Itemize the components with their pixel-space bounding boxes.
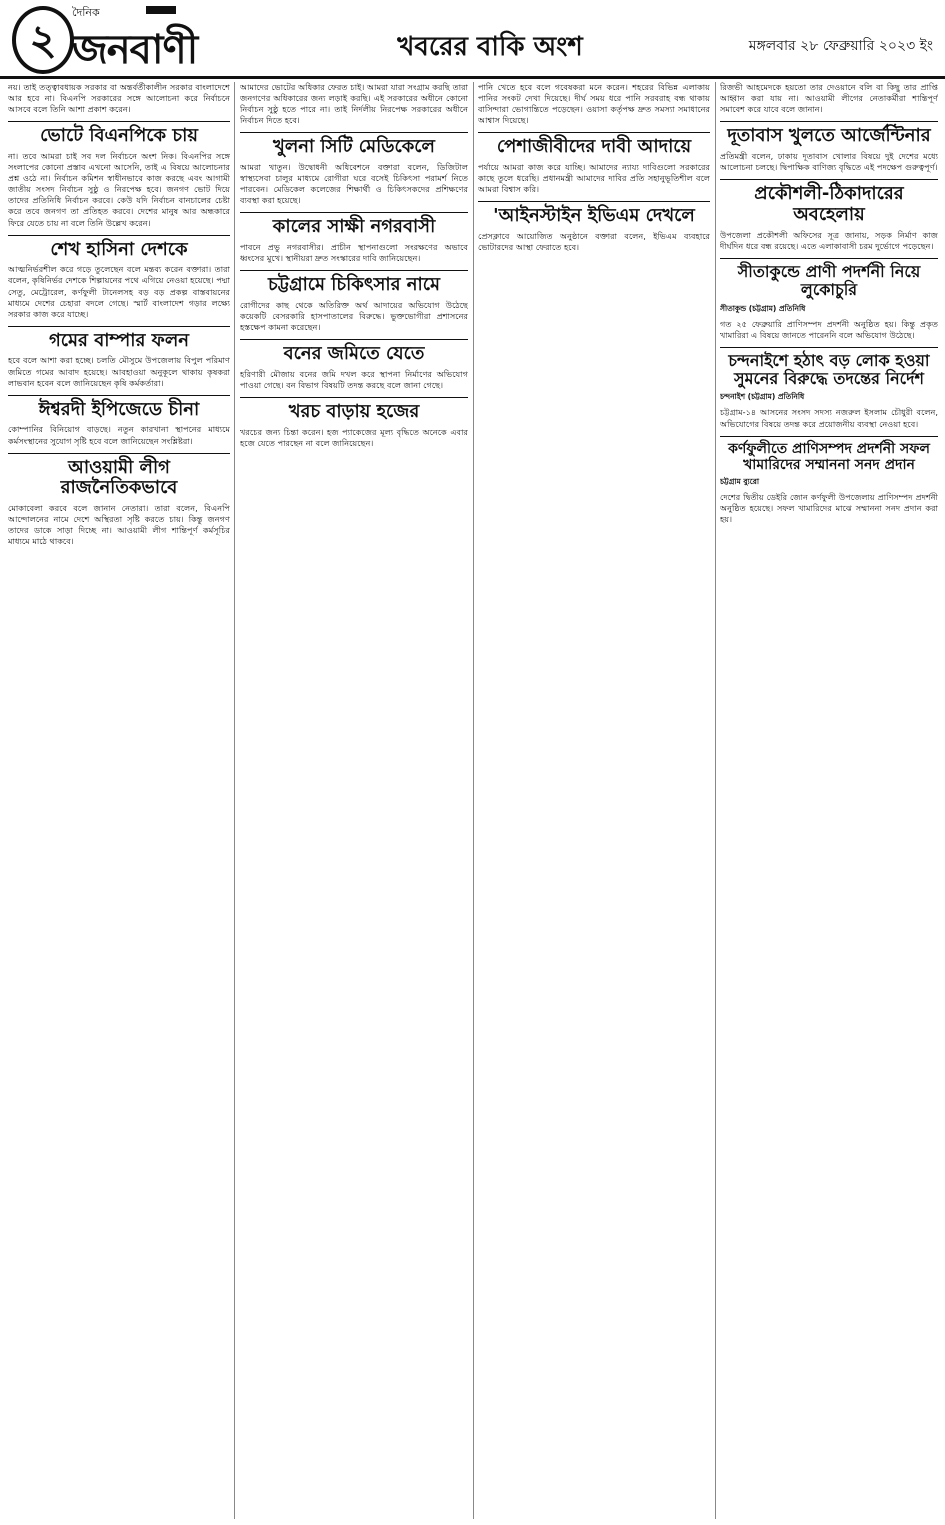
newspaper-logo bbox=[72, 2, 242, 74]
dateline: মঙ্গলবার ২৮ ফেব্রুয়ারি ২০২৩ ইং bbox=[748, 38, 933, 54]
article-text: প্রেসক্লাবে আয়োজিত অনুষ্ঠানে বক্তারা বলেন, ইভিএম ব্যবহারে ভোটারদের আস্থা ফেরাতে হবে। bbox=[478, 231, 710, 253]
byline: চন্দনাইশ (চট্টগ্রাম) প্রতিনিধি bbox=[720, 392, 805, 402]
headline: বনের জমিতে যেতে bbox=[240, 339, 468, 365]
article-text: পাবনে প্রভু নগরবাসীর। প্রাচীন স্থাপনাগুলো সংরক্ষণের অভাবে ধ্বংসের মুখে। স্থানীয়রা দ্রুত সংস্কারের দাবি জানিয়েছেন। bbox=[240, 242, 468, 264]
column-4 bbox=[720, 82, 938, 1519]
headline: সীতাকুন্ডে প্রাণী পদর্শনী নিয়ে লুকোচুরি bbox=[720, 258, 938, 300]
article-text: পর্যায়ে আমরা কাজ করে যাচ্ছি। আমাদের ন্যায্য দাবিগুলো সরকারের কাছে তুলে ধরেছি। প্রধানমন্ত্রী আমাদের দাবির প্রতি সহানুভূতিশীল বলে আমরা বিশ্বাস করি। bbox=[478, 162, 710, 195]
headline: আওয়ামী লীগ রাজনৈতিকভাবে bbox=[8, 453, 230, 499]
logo-prefix: দৈনিক bbox=[72, 6, 100, 19]
headline: চট্টগ্রামে চিকিৎসার নামে bbox=[240, 270, 468, 296]
article-text: পানি খেতে হবে বলে গবেষকরা মনে করেন। শহরের বিভিন্ন এলাকায় পানির সংকট দেখা দিয়েছে। দীর্ঘ সময় ধরে পানি সরবরাহ বন্ধ থাকায় বাসিন্দারা ভোগান্তিতে পড়েছেন। ওয়াসা কর্তৃপক্ষ দ্রুত সমস্যা সমাধানের আশ্বাস দিয়েছে। bbox=[478, 82, 710, 126]
article-text: গত ২৫ ফেব্রুয়ারি প্রাণিসম্পদ প্রদর্শনী অনুষ্ঠিত হয়। কিন্তু প্রকৃত খামারিরা এ বিষয়ে জানতে পারেননি বলে অভিযোগ উঠেছে। bbox=[720, 318, 938, 340]
headline: শেখ হাসিনা দেশকে bbox=[8, 235, 230, 261]
page-number: ২ bbox=[12, 6, 74, 74]
section-title: খবরের বাকি অংশ bbox=[397, 32, 583, 62]
headline: পেশাজীবীদের দাবী আদায়ে bbox=[478, 132, 710, 158]
article-text: আত্মনির্ভরশীল করে গড়ে তুলেছেন বলে মন্তব্য করেন বক্তারা। তারা বলেন, কৃষিনির্ভর দেশকে শিল্পায়নের পথে এগিয়ে নেওয়া হয়েছে। পদ্মা সেতু, মেট্রোরেল, কর্ণফুলী টানেলসহ বড় বড় প্রকল্প বাস্তবায়নের মাধ্যমে দেশের চেহারা বদলে গেছে। স্মার্ট বাংলাদেশ গড়ার লক্ষ্যে সরকার কাজ করে যাচ্ছে। bbox=[8, 264, 230, 319]
column-separator bbox=[234, 82, 235, 1519]
article-text: মোকাবেলা করবে বলে জানান নেতারা। তারা বলেন, বিএনপি আন্দোলনের নামে দেশে অস্থিরতা সৃষ্টি করতে চায়। কিন্তু জনগণ তাদের ডাকে সাড়া দিচ্ছে না। আওয়ামী লীগ শান্তিপূর্ণ কর্মসূচির মাধ্যমে মাঠে থাকবে। bbox=[8, 503, 230, 547]
column-1 bbox=[8, 82, 230, 1519]
headline: চন্দনাইশে হঠাৎ বড় লোক হওয়া সুমনের বিরুদ্ধে তদন্তের নির্দেশ bbox=[720, 347, 938, 389]
headline: দূতাবাস খুলতে আর্জেন্টিনার bbox=[720, 121, 938, 147]
headline: ঈশ্বরদী ইপিজেডে চীনা bbox=[8, 395, 230, 421]
article-text: প্রতিমন্ত্রী বলেন, ঢাকায় দূতাবাস খোলার বিষয়ে দুই দেশের মধ্যে আলোচনা চলছে। দ্বিপাক্ষিক বাণিজ্য বৃদ্ধিতে এই পদক্ষেপ গুরুত্বপূর্ণ। bbox=[720, 150, 938, 173]
masthead bbox=[0, 0, 945, 78]
article-text: উপজেলা প্রকৌশলী অফিসের সূত্র জানায়, সড়ক নির্মাণ কাজ দীর্ঘদিন ধরে বন্ধ রয়েছে। এতে এলাকাবাসী চরম দুর্ভোগে পড়েছেন। bbox=[720, 229, 938, 251]
byline: চট্টগ্রাম ব্যুরো bbox=[720, 476, 760, 486]
headline: 'আইনস্টাইন ইভিএম দেখলে bbox=[478, 201, 710, 227]
headline: গমের বাম্পার ফলন bbox=[8, 326, 230, 352]
headline: কর্ণফুলীতে প্রাণিসম্পদ প্রদর্শনী সফল খামারিদের সম্মাননা সনদ প্রদান bbox=[720, 436, 938, 473]
article-text: নয়। তাই তত্ত্বাবধায়ক সরকার বা অন্তর্বর্তীকালীন সরকার বাংলাদেশে আর হবে না। বিএনপি সরকারের সঙ্গে আলোচনা করে নির্বাচনে আসবে বলে তিনি আশা প্রকাশ করেন। bbox=[8, 82, 230, 115]
headline: খরচ বাড়ায় হজের bbox=[240, 397, 468, 423]
article-text: কোম্পানির বিনিয়োগ বাড়ছে। নতুন কারখানা স্থাপনের মাধ্যমে কর্মসংস্থানের সুযোগ সৃষ্টি হবে বলে জানিয়েছেন সংশ্লিষ্টরা। bbox=[8, 424, 230, 446]
article-text: না। তবে আমরা চাই সব দল নির্বাচনে অংশ নিক। বিএনপির সঙ্গে সংলাপের কোনো প্রস্তাব এখনো আসেনি, তাই এ বিষয়ে আলোচনার প্রশ্ন ওঠে না। নির্বাচন কমিশন স্বাধীনভাবে কাজ করছে এবং আগামী জাতীয় সংসদ নির্বাচন সুষ্ঠু ও নিরপেক্ষ হবে। জনগণ ভোট দিয়ে তাদের প্রতিনিধি নির্বাচন করবে। কেউ যদি নির্বাচন বানচালের চেষ্টা করে তবে জনগণ তা প্রতিহত করবে। দেশের মানুষ আর অন্ধকারে ফিরে যেতে চায় না বলে তিনি উল্লেখ করেন। bbox=[8, 150, 230, 228]
column-3 bbox=[478, 82, 710, 1519]
logo-name: জনবাণী bbox=[72, 27, 198, 73]
headline: কালের সাক্ষী নগরবাসী bbox=[240, 212, 468, 238]
article-text: হরিণারী মৌজায় বনের জমি দখল করে স্থাপনা নির্মাণের অভিযোগ পাওয়া গেছে। বন বিভাগ বিষয়টি তদন্ত করছে বলে জানা গেছে। bbox=[240, 368, 468, 391]
column-separator bbox=[473, 82, 474, 1519]
masthead-rule bbox=[0, 76, 945, 79]
headline: ভোটে বিএনপিকে চায় bbox=[8, 121, 230, 147]
article-text: হবে বলে আশা করা হচ্ছে। চলতি মৌসুমে উপজেলায় বিপুল পরিমাণ জমিতে গমের আবাদ হয়েছে। আবহাওয়া অনুকূলে থাকায় কৃষকরা লাভবান হবেন বলে জানিয়েছেন কৃষি কর্মকর্তারা। bbox=[8, 355, 230, 388]
headline: প্রকৌশলী-ঠিকাদারের অবহেলায় bbox=[720, 179, 938, 225]
article-text: রিজভী আহমেদকে হয়তো তার দেওয়ানে বলি বা কিছু তার প্রাপ্তি আহ্বান করা যায় না। আওয়ামী লীগের নেতাকর্মীরা শান্তিপূর্ণ সমাবেশ করে যাবে বলে জানান। bbox=[720, 82, 938, 115]
column-separator bbox=[715, 82, 716, 1519]
article-text: আমাদের ভোটের অধিকার ফেরত চাই। আমরা যারা সংগ্রাম করছি তারা জনগণের অধিকারের জন্য লড়াই করছি। এই সরকারের অধীনে কোনো নির্বাচন সুষ্ঠু হতে পারে না। তাই নির্দলীয় নিরপেক্ষ সরকারের অধীনে নির্বাচন দিতে হবে। bbox=[240, 82, 468, 126]
article-text: রোগীদের কাছ থেকে অতিরিক্ত অর্থ আদায়ের অভিযোগ উঠেছে কয়েকটি বেসরকারি হাসপাতালের বিরুদ্ধে। ভুক্তভোগীরা প্রশাসনের হস্তক্ষেপ কামনা করেছেন। bbox=[240, 300, 468, 333]
article-text: আমরা খাতুন। উদ্বোধনী অধিবেশনে বক্তারা বলেন, ডিজিটাল স্বাস্থ্যসেবা চালুর মাধ্যমে রোগীরা ঘরে বসেই চিকিৎসা পরামর্শ নিতে পারবেন। মেডিকেল কলেজের শিক্ষার্থী ও চিকিৎসকদের প্রশিক্ষণের ব্যবস্থা করা হয়েছে। bbox=[240, 162, 468, 206]
article-text: খরচের জন্য চিন্তা করেন। হজ প্যাকেজের মূল্য বৃদ্ধিতে অনেকে এবার হজে যেতে পারছেন না বলে জানিয়েছেন। bbox=[240, 426, 468, 448]
headline: খুলনা সিটি মেডিকেলে bbox=[240, 132, 468, 158]
column-2 bbox=[240, 82, 468, 1519]
logo-bar bbox=[146, 6, 176, 14]
byline: সীতাকুন্ড (চট্টগ্রাম) প্রতিনিধি bbox=[720, 303, 806, 313]
article-text: চট্টগ্রাম-১৪ আসনের সংসদ সদস্য নজরুল ইসলাম চৌধুরী বলেন, অভিযোগের বিষয়ে তদন্ত করে প্রয়োজনীয় ব্যবস্থা নেওয়া হবে। bbox=[720, 407, 938, 429]
article-text: দেশের দ্বিতীয় ডেইরি জোন কর্ণফুলী উপজেলায় প্রাণিসম্পদ প্রদর্শনী অনুষ্ঠিত হয়েছে। সফল খামারিদের মাঝে সম্মাননা সনদ প্রদান করা হয়। bbox=[720, 491, 938, 525]
